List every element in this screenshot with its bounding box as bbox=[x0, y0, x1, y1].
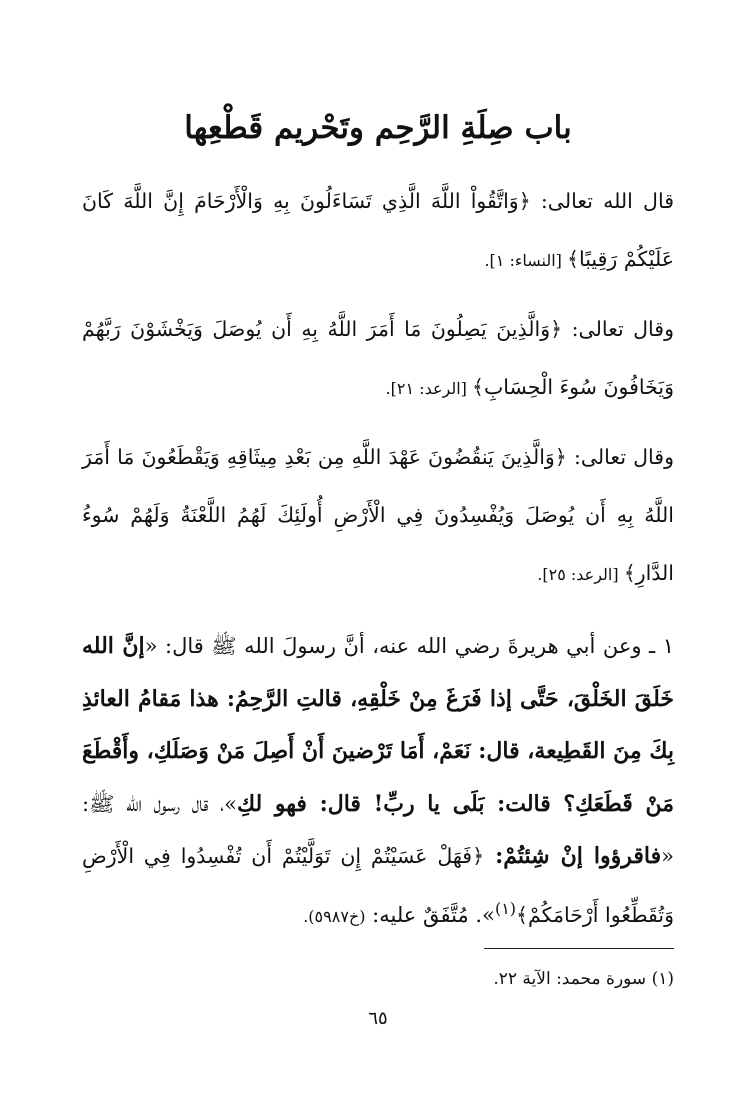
quran-verse: ﴿وَاتَّقُواْ اللَّهَ الَّذِي تَسَاءَلُونَ بِهِ وَالْأَرْحَامَ إِنَّ اللَّهَ كَانَ عَلَيْكُمْ رَقِيبًا﴾ bbox=[82, 189, 674, 271]
hadith-connector: »، قال رسول الله ﷺ: « bbox=[82, 791, 674, 868]
chapter-title: باب صِلَةِ الرَّحِم وتَحْريم قَطْعِها bbox=[184, 110, 572, 146]
book-page bbox=[82, 96, 674, 1056]
verse-reference: [النساء: ١]. bbox=[484, 251, 567, 270]
hadith-text: إنَّ الله خَلَقَ الخَلْقَ، حَتَّى إذا فَرَغَ مِنْ خَلْقِهِ، قالتِ الرَّحِمُ: هذا مَقامُ العائذِ بِكَ مِنَ القَطِيعة، قال: نَعَمْ، أَمَا تَرْضينَ أَنْ أَصِلَ مَنْ وَصَلَكِ، وأَقْطَعَ مَنْ قَطَعَكِ؟ قالت: بَلَى يا ربِّ! قال: فهو لكِ bbox=[82, 633, 674, 817]
hadith-intro: ١ ـ وعن أبي هريرةَ رضي الله عنه، أنَّ رسولَ الله ﷺ قال: « bbox=[144, 634, 674, 658]
verse-intro: قال الله تعالى: bbox=[530, 189, 674, 213]
hadith-outro: ». مُتَّفَقٌ عليه: bbox=[365, 902, 495, 927]
paragraph-rad-25 bbox=[82, 428, 674, 604]
quran-verse: ﴿فَهَلْ عَسَيْتُمْ إِن تَوَلَّيْتُمْ أَن تُفْسِدُوا فِي الْأَرْضِ وَتُقَطِّعُوا أَرْحَامَكُمْ﴾ bbox=[82, 844, 674, 927]
quran-verse: ﴿وَالَّذِينَ يَنقُضُونَ عَهْدَ اللَّهِ مِن بَعْدِ مِيثَاقِهِ وَيَقْطَعُونَ مَا أَمَرَ اللَّهُ بِهِ أَن يُوصَلَ وَيُفْسِدُونَ فِي الْأَرْضِ أُولَئِكَ لَهُمُ اللَّعْنَةُ وَلَهُمْ سُوءُ الدَّارِ﴾ bbox=[82, 445, 674, 585]
footnote: (١) سورة محمد: الآية ٢٢. bbox=[493, 969, 674, 989]
footnote-marker: (١) bbox=[494, 898, 517, 918]
quran-verse: ﴿وَالَّذِينَ يَصِلُونَ مَا أَمَرَ اللَّهُ بِهِ أَن يُوصَلَ وَيَخْشَوْنَ رَبَّهُمْ وَيَخَافُونَ سُوءَ الْحِسَابِ﴾ bbox=[82, 317, 674, 399]
verse-reference: [الرعد: ٢٥]. bbox=[537, 565, 624, 584]
page-number: ٦٥ bbox=[368, 1008, 388, 1029]
hadith-text-continued: فاقرؤوا إنْ شِئتُمْ: bbox=[484, 843, 662, 869]
hadith-source: (خ٥٩٨٧). bbox=[303, 906, 366, 926]
verse-reference: [الرعد: ٢١]. bbox=[385, 379, 472, 398]
verse-intro: وقال تعالى: bbox=[562, 317, 674, 341]
paragraph-nisa bbox=[82, 172, 674, 290]
paragraph-rad-21 bbox=[82, 300, 674, 418]
hadith-paragraph bbox=[82, 620, 674, 943]
footnote-divider bbox=[484, 948, 674, 949]
verse-intro: وقال تعالى: bbox=[566, 445, 674, 469]
